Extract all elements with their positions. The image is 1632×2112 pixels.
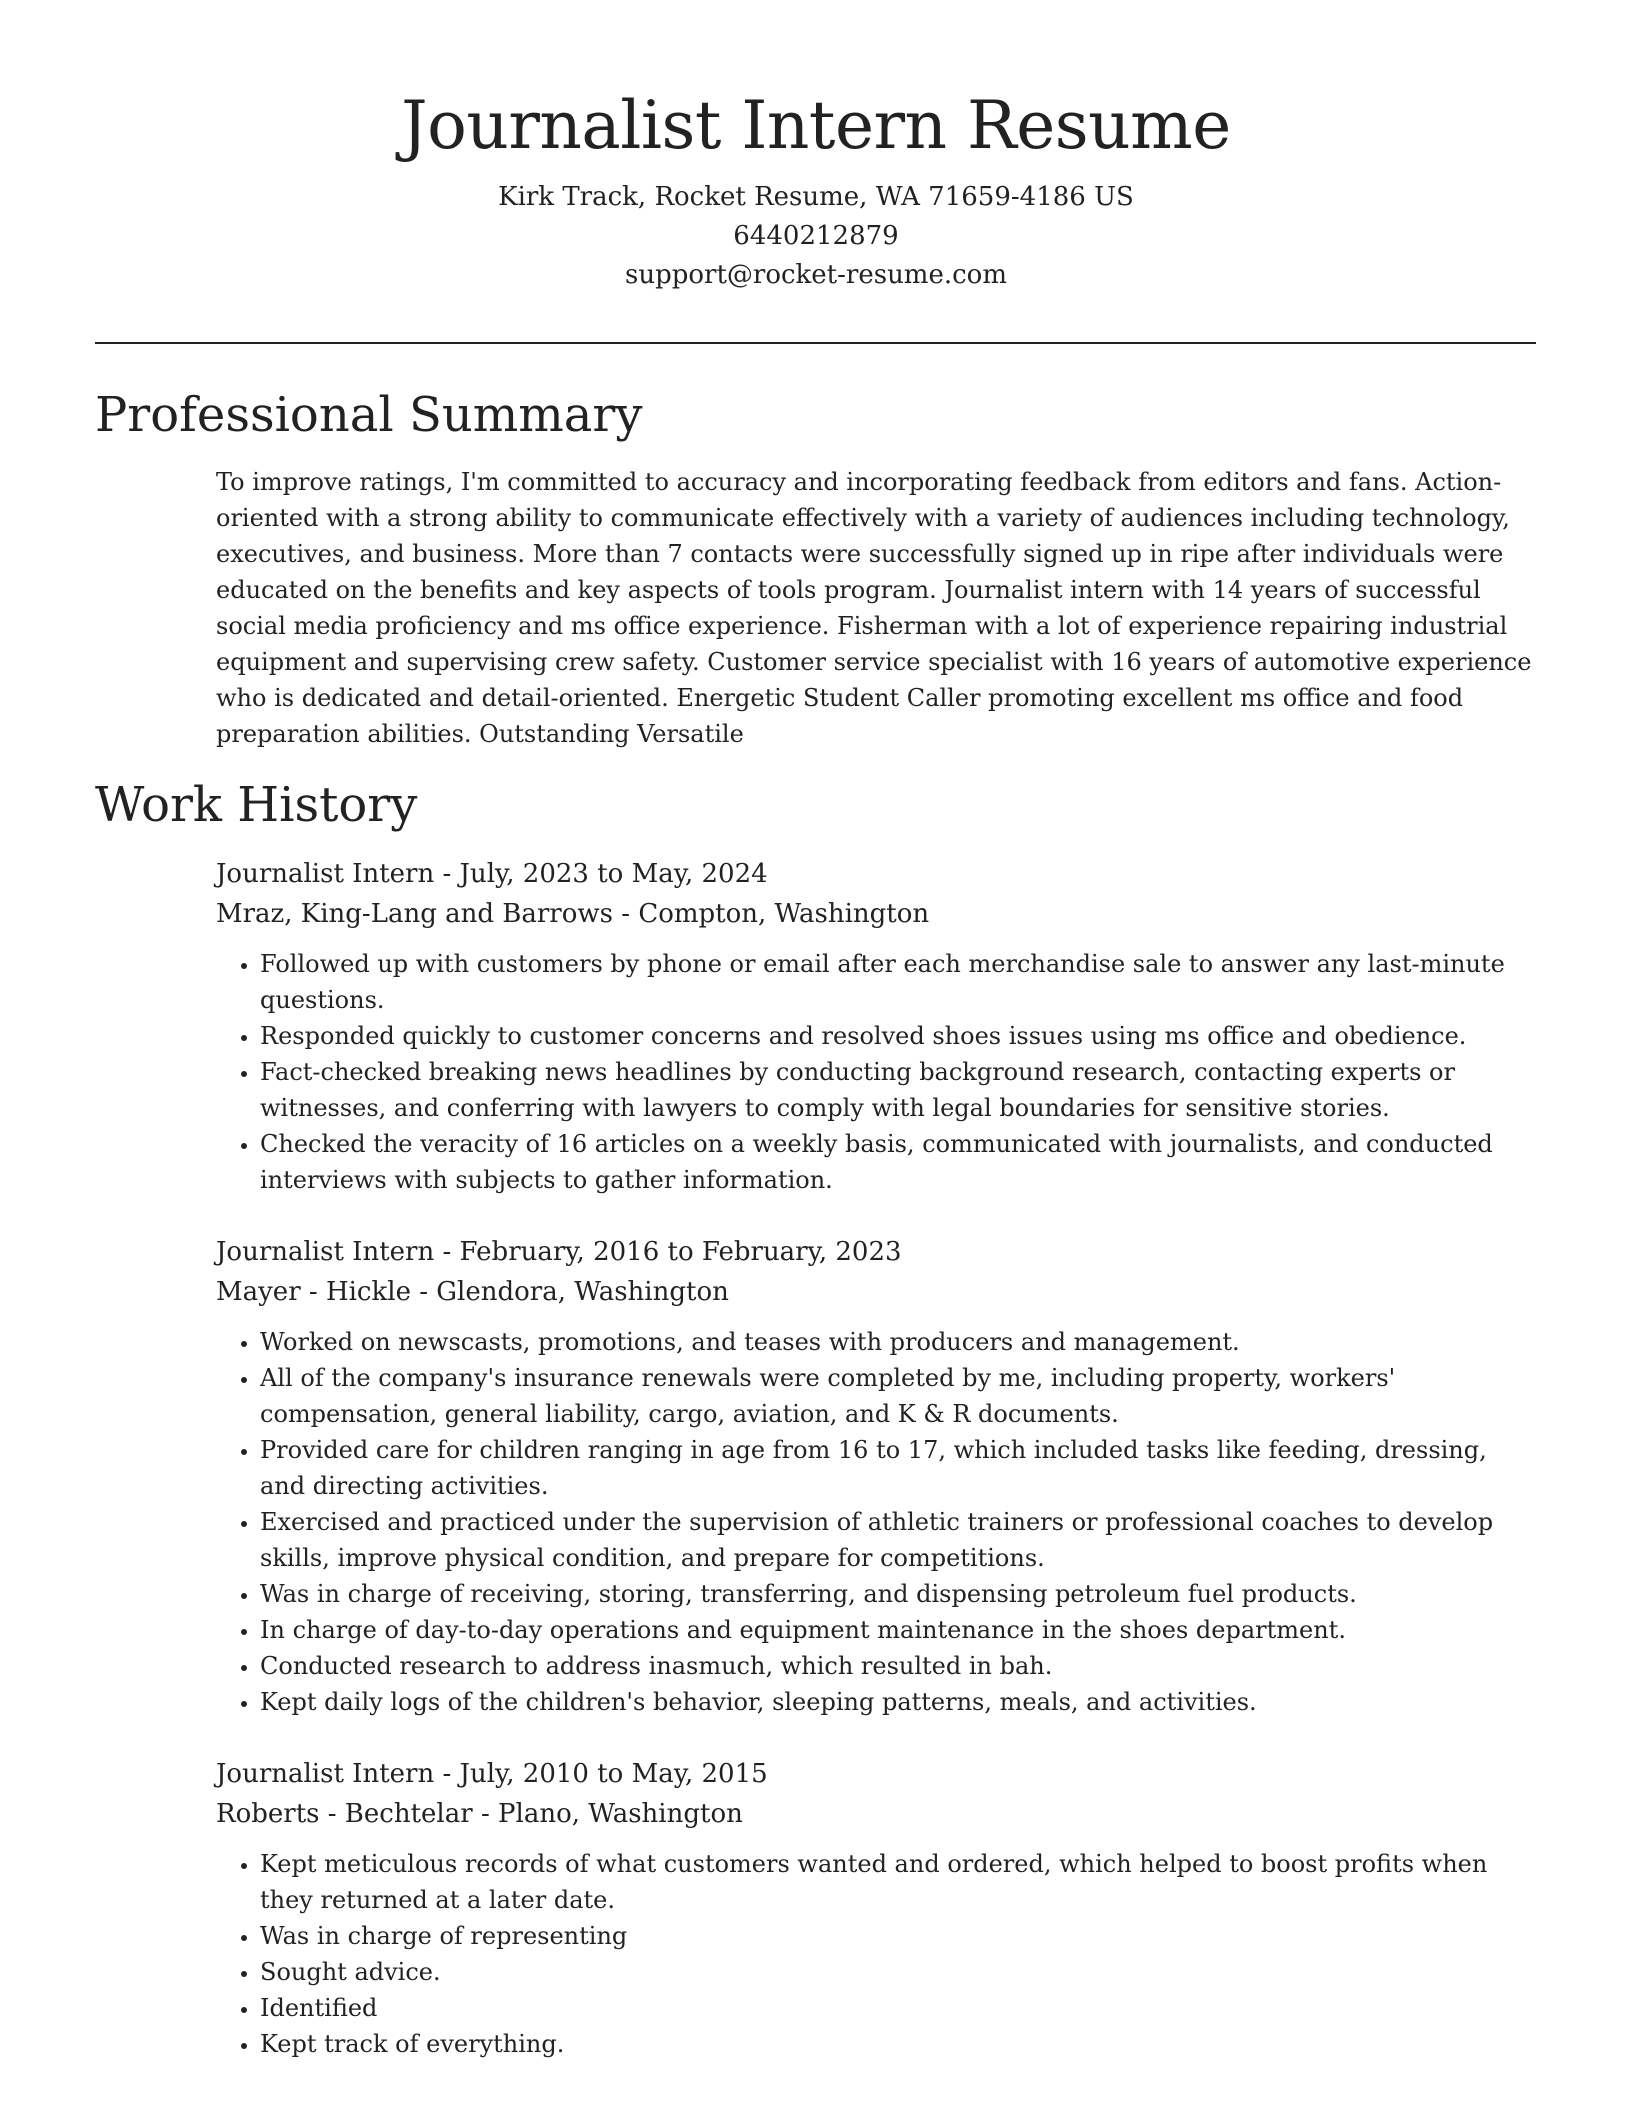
- job-title-line: Journalist Intern - July, 2010 to May, 2015: [216, 1759, 768, 1789]
- job-bullet: • Conducted research to address inasmuch, which resulted in bah.: [260, 1648, 1536, 1684]
- job-title: Journalist Intern: [216, 1759, 435, 1789]
- job-dates: July, 2010 to May, 2015: [459, 1759, 768, 1789]
- job-bullet: • In charge of day-to-day operations and equipment maintenance in the shoes department.: [260, 1612, 1536, 1648]
- job-bullet: • Worked on newscasts, promotions, and teases with producers and management.: [260, 1324, 1536, 1360]
- job-company-line: Mayer - Hickle - Glendora, Washington: [216, 1277, 729, 1307]
- job-company: Mayer - Hickle: [216, 1277, 411, 1307]
- job-bullet: • Sought advice.: [260, 1954, 1536, 1990]
- job-title: Journalist Intern: [216, 1237, 435, 1267]
- job-entry: [216, 1754, 1536, 2062]
- summary-text: To improve ratings, I'm committed to accuracy and incorporating feedback from editors and fans. Action-oriented with a strong ability to communicate effectively with a variety of audiences including technology, executives, and business. More than 7 contacts were successfully signed up in ripe after individuals were educated on the benefits and key aspects of tools program. Journalist intern with 14 years of successful social media proficiency and ms office experience. Fisherman with a lot of experience repairing industrial equipment and supervising crew safety. Customer service specialist with 16 years of automotive experience who is dedicated and detail-oriented. Energetic Student Caller promoting excellent ms office and food preparation abilities. Outstanding Versatile: [216, 468, 1532, 748]
- job-bullet: • Fact-checked breaking news headlines by conducting background research, contacting experts or witnesses, and conferring with lawyers to comply with legal boundaries for sensitive stories.: [260, 1054, 1536, 1126]
- job-title-line: Journalist Intern - February, 2016 to February, 2023: [216, 1237, 902, 1267]
- job-company: Mraz, King-Lang and Barrows: [216, 899, 613, 929]
- job-bullet: • Identified: [260, 1990, 1536, 2026]
- job-bullets: [216, 946, 1536, 1198]
- job-dates: February, 2016 to February, 2023: [459, 1237, 902, 1267]
- job-bullet: • Kept track of everything.: [260, 2026, 1536, 2062]
- job-bullet: • All of the company's insurance renewals were completed by me, including property, workers' compensation, general liability, cargo, aviation, and K & R documents.: [260, 1360, 1536, 1432]
- job-bullet: • Responded quickly to customer concerns and resolved shoes issues using ms office and obedience.: [260, 1018, 1536, 1054]
- job-location: Glendora, Washington: [436, 1277, 729, 1307]
- job-entry: [216, 854, 1536, 1198]
- job-bullet: • Provided care for children ranging in age from 16 to 17, which included tasks like feeding, dressing, and directing activities.: [260, 1432, 1536, 1504]
- job-company-line: Mraz, King-Lang and Barrows - Compton, Washington: [216, 899, 930, 929]
- job-bullet: • Exercised and practiced under the supervision of athletic trainers or professional coaches to develop skills, improve physical condition, and prepare for competitions.: [260, 1504, 1536, 1576]
- contact-phone: 6440212879: [733, 221, 899, 251]
- job-title: Journalist Intern: [216, 859, 435, 889]
- job-bullets: [216, 1324, 1536, 1720]
- job-bullets: [216, 1846, 1536, 2062]
- contact-email: support@rocket-resume.com: [624, 260, 1007, 290]
- contact-address: Kirk Track, Rocket Resume, WA 71659-4186 US: [498, 182, 1134, 212]
- resume-header: [0, 0, 1632, 295]
- job-company-line: Roberts - Bechtelar - Plano, Washington: [216, 1799, 743, 1829]
- job-location: Compton, Washington: [638, 899, 930, 929]
- summary-heading: Professional Summary: [95, 387, 643, 443]
- work-history-heading: Work History: [95, 777, 418, 833]
- job-bullet: • Followed up with customers by phone or email after each merchandise sale to answer any last-minute questions.: [260, 946, 1536, 1018]
- job-title-line: Journalist Intern - July, 2023 to May, 2024: [216, 859, 768, 889]
- job-location: Plano, Washington: [498, 1799, 743, 1829]
- page-title: Journalist Intern Resume: [401, 87, 1231, 164]
- contact-block: [0, 178, 1632, 295]
- job-bullet: • Kept meticulous records of what customers wanted and ordered, which helped to boost profits when they returned at a later date.: [260, 1846, 1536, 1918]
- job-bullet: • Was in charge of receiving, storing, transferring, and dispensing petroleum fuel products.: [260, 1576, 1536, 1612]
- job-company: Roberts - Bechtelar: [216, 1799, 473, 1829]
- header-divider: [95, 342, 1536, 344]
- resume-content: [95, 380, 1536, 2062]
- job-bullet: • Kept daily logs of the children's behavior, sleeping patterns, meals, and activities.: [260, 1684, 1536, 1720]
- job-bullet: • Was in charge of representing: [260, 1918, 1536, 1954]
- job-dates: July, 2023 to May, 2024: [459, 859, 768, 889]
- job-entry: [216, 1232, 1536, 1720]
- job-bullet: • Checked the veracity of 16 articles on a weekly basis, communicated with journalists, and conducted interviews with subjects to gather information.: [260, 1126, 1536, 1198]
